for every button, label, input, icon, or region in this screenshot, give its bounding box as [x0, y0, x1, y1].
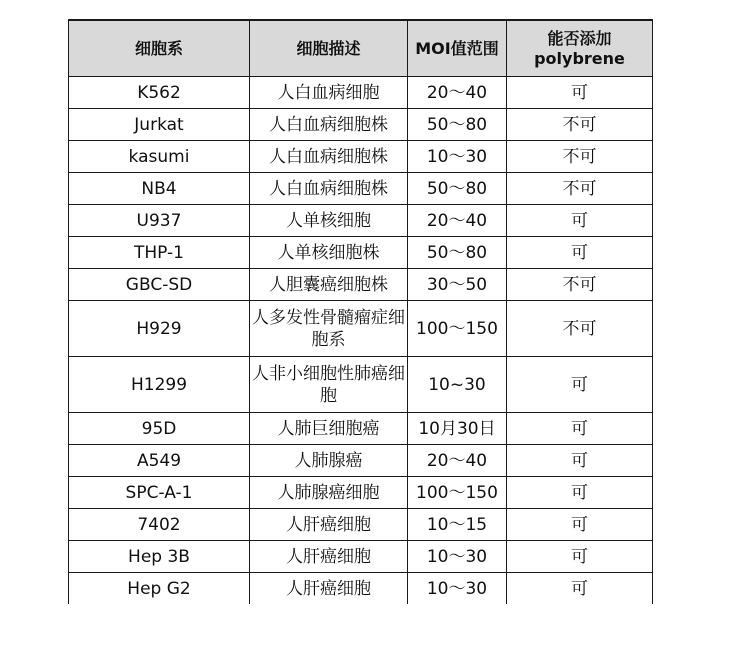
cell-description: 人白血病细胞株: [250, 173, 408, 205]
cell-line-name: Hep G2: [69, 573, 250, 605]
table-row: [69, 205, 653, 237]
table-row: [69, 509, 653, 541]
cell-line-name: GBC-SD: [69, 269, 250, 301]
cell-line-name: Hep 3B: [69, 541, 250, 573]
moi-range: 50～80: [408, 237, 507, 269]
cell-description: 人多发性骨髓瘤症细胞系: [250, 301, 408, 357]
header-cell-line: 细胞系: [69, 20, 250, 77]
table-row: [69, 173, 653, 205]
table-row: [69, 269, 653, 301]
cell-line-name: kasumi: [69, 141, 250, 173]
cell-description: 人白血病细胞株: [250, 141, 408, 173]
cell-description: 人肝癌细胞: [250, 541, 408, 573]
polybrene-allowed: 可: [507, 477, 653, 509]
table-row: [69, 357, 653, 413]
cell-description: 人白血病细胞: [250, 77, 408, 109]
cell-line-name: 95D: [69, 413, 250, 445]
polybrene-allowed: 可: [507, 237, 653, 269]
polybrene-allowed: 可: [507, 573, 653, 605]
moi-range: 10～15: [408, 509, 507, 541]
cell-line-name: THP-1: [69, 237, 250, 269]
polybrene-allowed: 可: [507, 541, 653, 573]
moi-range: 50～80: [408, 173, 507, 205]
polybrene-allowed: 不可: [507, 301, 653, 357]
moi-range: 100～150: [408, 477, 507, 509]
polybrene-allowed: 不可: [507, 173, 653, 205]
cell-description: 人肺巨细胞癌: [250, 413, 408, 445]
moi-range: 10～30: [408, 573, 507, 605]
polybrene-allowed: 可: [507, 77, 653, 109]
polybrene-allowed: 不可: [507, 109, 653, 141]
polybrene-allowed: 不可: [507, 141, 653, 173]
cell-line-name: U937: [69, 205, 250, 237]
polybrene-allowed: 可: [507, 413, 653, 445]
moi-range: 30～50: [408, 269, 507, 301]
cell-line-name: H1299: [69, 357, 250, 413]
cell-description: 人胆囊癌细胞株: [250, 269, 408, 301]
cell-line-name: SPC-A-1: [69, 477, 250, 509]
cell-line-name: Jurkat: [69, 109, 250, 141]
table-row: [69, 573, 653, 605]
cell-description: 人单核细胞株: [250, 237, 408, 269]
header-polybrene: 能否添加polybrene: [507, 20, 653, 77]
cell-line-name: 7402: [69, 509, 250, 541]
moi-range: 100～150: [408, 301, 507, 357]
table-row: [69, 413, 653, 445]
header-row: [69, 20, 653, 77]
cell-description: 人白血病细胞株: [250, 109, 408, 141]
cell-line-name: K562: [69, 77, 250, 109]
cell-description: 人肺腺癌细胞: [250, 477, 408, 509]
table-row: [69, 77, 653, 109]
table-row: [69, 445, 653, 477]
cell-line-name: A549: [69, 445, 250, 477]
cell-description: 人肝癌细胞: [250, 509, 408, 541]
table-row: [69, 237, 653, 269]
polybrene-allowed: 不可: [507, 269, 653, 301]
moi-range: 10月30日: [408, 413, 507, 445]
polybrene-allowed: 可: [507, 357, 653, 413]
moi-range: 50～80: [408, 109, 507, 141]
table-row: [69, 477, 653, 509]
moi-range: 20～40: [408, 77, 507, 109]
cell-line-name: H929: [69, 301, 250, 357]
cell-line-table: [68, 19, 653, 604]
polybrene-allowed: 可: [507, 205, 653, 237]
header-description: 细胞描述: [250, 20, 408, 77]
moi-range: 10～30: [408, 541, 507, 573]
moi-range: 10~30: [408, 357, 507, 413]
moi-range: 20～40: [408, 205, 507, 237]
moi-range: 20～40: [408, 445, 507, 477]
table-row: [69, 541, 653, 573]
cell-description: 人肺腺癌: [250, 445, 408, 477]
table-row: [69, 109, 653, 141]
cell-description: 人单核细胞: [250, 205, 408, 237]
polybrene-allowed: 可: [507, 445, 653, 477]
polybrene-allowed: 可: [507, 509, 653, 541]
moi-range: 10～30: [408, 141, 507, 173]
header-moi-range: MOI值范围: [408, 20, 507, 77]
cell-description: 人非小细胞性肺癌细胞: [250, 357, 408, 413]
cell-description: 人肝癌细胞: [250, 573, 408, 605]
table-row: [69, 301, 653, 357]
table-row: [69, 141, 653, 173]
cell-line-name: NB4: [69, 173, 250, 205]
